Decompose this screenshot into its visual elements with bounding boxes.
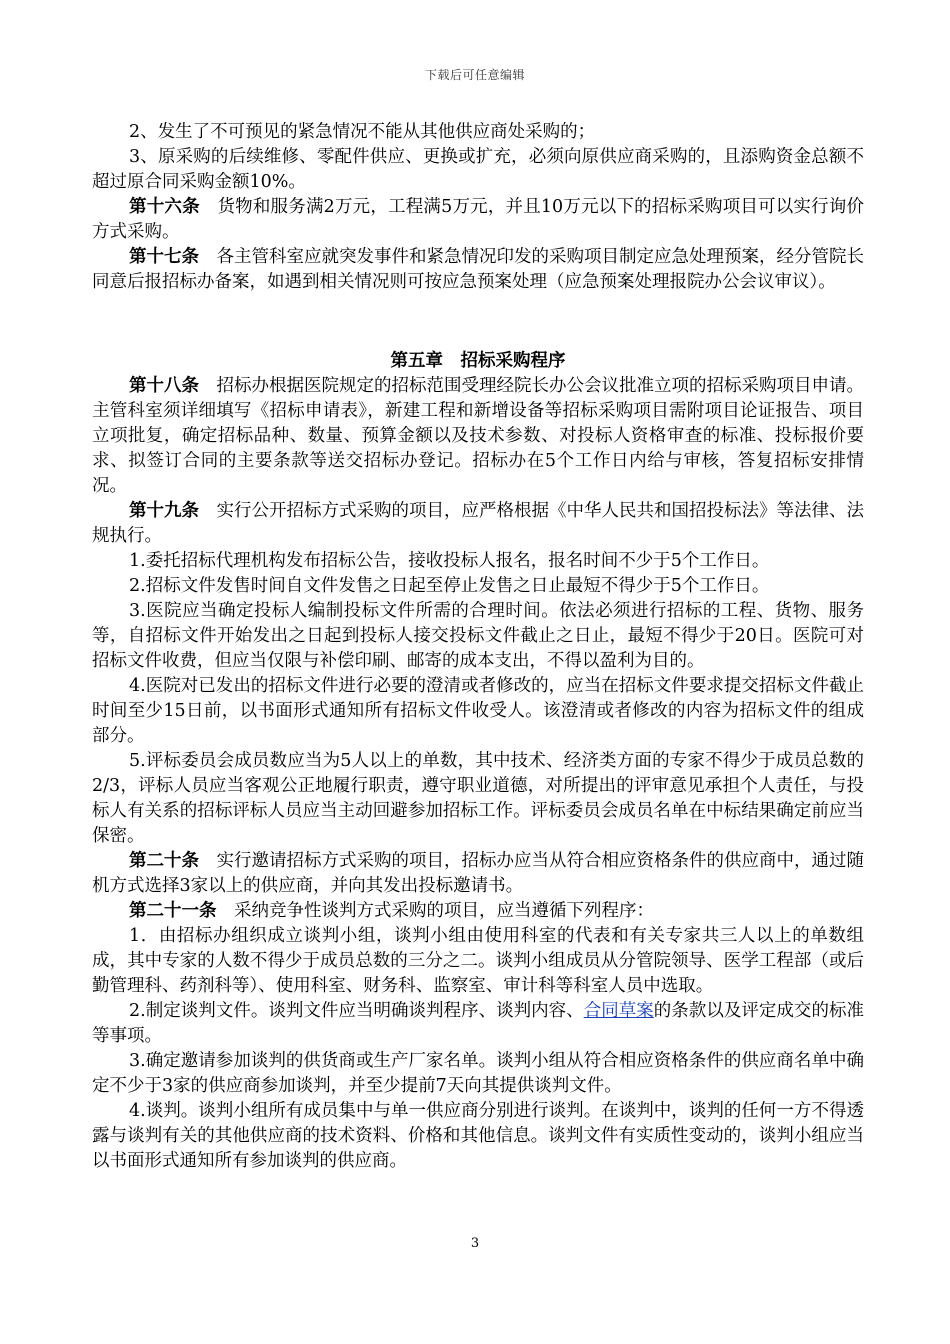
- document-body: [92, 120, 864, 1174]
- article-20: [92, 849, 864, 899]
- item-text-before: 2.制定谈判文件。谈判文件应当明确谈判程序、谈判内容、: [129, 1001, 584, 1021]
- article-16: [92, 195, 864, 245]
- art19-item-4: 4.医院对已发出的招标文件进行必要的澄清或者修改的，应当在招标文件要求提交招标文件截止时间至少15日前，以书面形式通知所有招标文件收受人。该澄清或者修改的内容为招标文件的组成部分。: [92, 676, 864, 746]
- art19-item-3: 3.医院应当确定投标人编制投标文件所需的合理时间。依法必须进行招标的工程、货物、服务等，自招标文件开始发出之日起到投标人接交投标文件截止之日止，最短不得少于20日。医院可对招标文件收费，但应当仅限与补偿印刷、邮寄的成本支出，不得以盈利为目的。: [92, 601, 864, 671]
- art19-item-2: 2.招标文件发售时间自文件发售之日起至停止发售之日止最短不得少于5个工作日。: [129, 576, 770, 596]
- article-label: 第十九条: [129, 501, 199, 521]
- article-text: 采纳竞争性谈判方式采购的项目，应当遵循下列程序：: [216, 901, 654, 921]
- clause-2: 2、发生了不可预见的紧急情况不能从其他供应商处采购的；: [129, 122, 596, 142]
- article-21: [92, 899, 864, 924]
- article-label: 第十八条: [129, 376, 199, 396]
- article-label: 第十六条: [129, 197, 200, 217]
- page-number: 3: [470, 1236, 480, 1251]
- article-text: 货物和服务满2万元，工程满5万元，并且10万元以下的招标采购项目可以实行询价方式采购。: [92, 197, 864, 242]
- contract-draft-link[interactable]: 合同草案: [583, 1001, 654, 1021]
- item-text-after: 的条款以及评定成交的标准等事项。: [92, 1001, 864, 1046]
- page-header: 下载后可任意编辑: [424, 68, 525, 82]
- art21-item-4: 4.谈判。谈判小组所有成员集中与单一供应商分别进行谈判。在谈判中，谈判的任何一方不得透露与谈判有关的其他供应商的技术资料、价格和其他信息。谈判文件有实质性变动的，谈判小组应当以书面形式通知所有参加谈判的供应商。: [92, 1101, 864, 1171]
- article-label: 第二十条: [129, 851, 199, 871]
- art21-item-1: 1．由招标办组织成立谈判小组，谈判小组由使用科室的代表和有关专家共三人以上的单数组成，其中专家的人数不得少于成员总数的三分之二。谈判小组成员从分管院领导、医学工程部（或后勤管理科、药剂科等）、使用科室、财务科、监察室、审计科等科室人员中选取。: [92, 926, 864, 996]
- article-18: [92, 374, 864, 499]
- art21-item-3: 3.确定邀请参加谈判的供货商或生产厂家名单。谈判小组从符合相应资格条件的供应商名单中确定不少于3家的供应商参加谈判，并至少提前7天向其提供谈判文件。: [92, 1051, 864, 1096]
- article-text: 招标办根据医院规定的招标范围受理经院长办公会议批准立项的招标采购项目申请。主管科室须详细填写《招标申请表》，新建工程和新增设备等招标采购项目需附项目论证报告、项目立项批复，确定招标品种、数量、预算金额以及技术参数、对投标人资格审查的标准、投标报价要求、拟签订合同的主要条款等送交招标办登记。招标办在5个工作日内给与审核，答复招标安排情况。: [92, 376, 864, 496]
- chapter-title: 第五章 招标采购程序: [390, 351, 566, 371]
- art19-item-5: 5.评标委员会成员数应当为5人以上的单数，其中技术、经济类方面的专家不得少于成员总数的2/3，评标人员应当客观公正地履行职责，遵守职业道德，对所提出的评审意见承担个人责任，与投标人有关系的招标评标人员应当主动回避参加招标工作。评标委员会成员名单在中标结果确定前应当保密。: [92, 751, 864, 846]
- article-label: 第十七条: [129, 247, 199, 267]
- article-label: 第二十一条: [129, 901, 217, 921]
- article-19: [92, 499, 864, 549]
- article-text: 实行公开招标方式采购的项目，应严格根据《中华人民共和国招投标法》等法律、法规执行。: [92, 501, 864, 546]
- article-17: [92, 245, 864, 295]
- article-text: 实行邀请招标方式采购的项目，招标办应当从符合相应资格条件的供应商中，通过随机方式选择3家以上的供应商，并向其发出投标邀请书。: [92, 851, 864, 896]
- article-text: 各主管科室应就突发事件和紧急情况印发的采购项目制定应急处理预案，经分管院长同意后报招标办备案，如遇到相关情况则可按应急预案处理（应急预案处理报院办公会议审议）。: [92, 247, 864, 292]
- art19-item-1: 1.委托招标代理机构发布招标公告，接收投标人报名，报名时间不少于5个工作日。: [129, 551, 770, 571]
- clause-3: 3、原采购的后续维修、零配件供应、更换或扩充，必须向原供应商采购的，且添购资金总额不超过原合同采购金额10%。: [92, 147, 864, 192]
- section-gap: [92, 295, 864, 349]
- art21-item-2: [92, 999, 864, 1049]
